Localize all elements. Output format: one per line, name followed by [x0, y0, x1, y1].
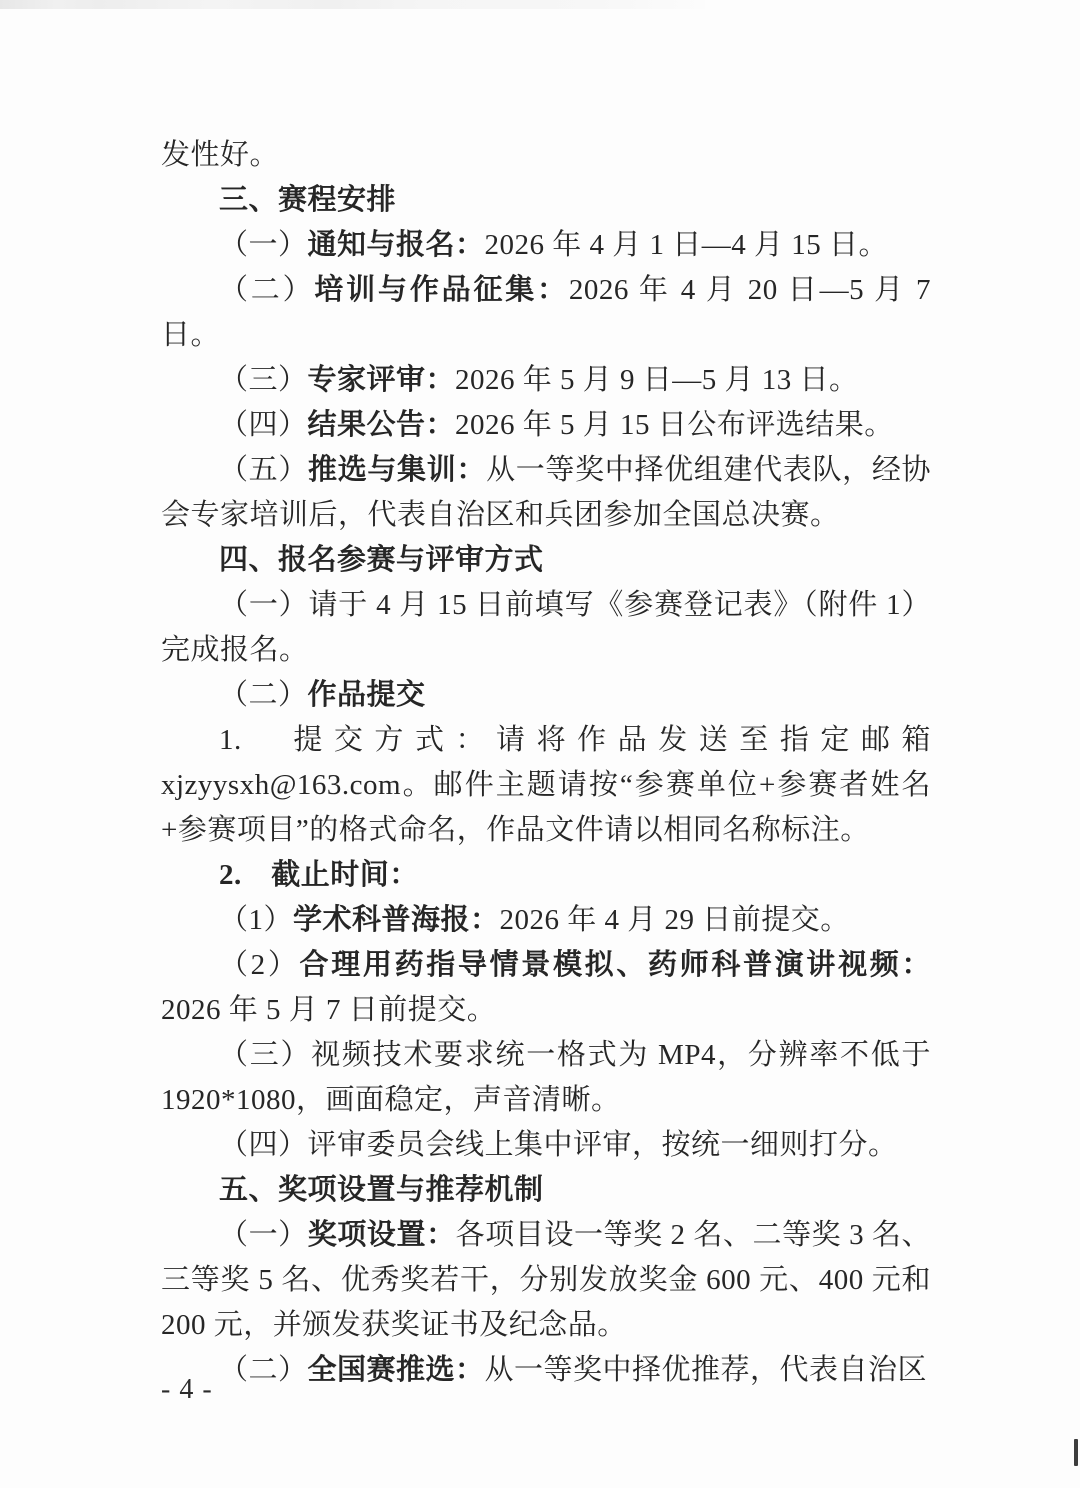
paragraph [161, 1123, 931, 1168]
section-heading [161, 178, 931, 223]
paragraph-run-bold: 结果公告： [307, 409, 456, 441]
paragraph-run-bold: 学术科普海报： [293, 904, 500, 936]
paragraph-run-bold: 培训与作品征集： [314, 274, 569, 306]
paragraph-run-bold: 通知与报名： [307, 229, 485, 261]
paragraph-run: （三） [219, 364, 308, 396]
paragraph-run: （一） [219, 1219, 308, 1251]
paragraph [161, 898, 931, 943]
paragraph-run: 2026 年 5 月 15 日公布评选结果。 [455, 409, 894, 441]
paragraph-run: 1. 提交方式：请将作品发送至指定邮箱xjzyysxh@163.com。邮件主题请按“参赛单位+参赛者姓名+参赛项目”的格式命名，作品文件请以相同名称标注。 [161, 724, 931, 846]
section-heading [161, 538, 931, 583]
paragraph [161, 268, 931, 358]
paragraph-run-bold: 专家评审： [307, 364, 456, 396]
scan-artifact-top-band [0, 0, 705, 9]
paragraph-run: （二） [219, 274, 315, 306]
paragraph [161, 718, 931, 853]
paragraph [161, 448, 931, 538]
paragraph-run-bold: 四、报名参赛与评审方式 [219, 544, 544, 576]
paragraph-run: 各项目设一等奖 2 名、二等奖 3 名、三等奖 5 名、优秀奖若干，分别发放奖金 600 元、400 元和 200 元，并颁发获奖证书及纪念品。 [161, 1219, 931, 1341]
paragraph [161, 853, 931, 898]
paragraph-run: 从一等奖中择优推荐，代表自治区 [484, 1354, 928, 1386]
paragraph [161, 1033, 931, 1123]
paragraph [161, 133, 931, 178]
paragraph-run-bold: 全国赛推选： [307, 1354, 485, 1386]
paragraph-run: （三）视频技术要求统一格式为 MP4，分辨率不低于 1920*1080，画面稳定，声音清晰。 [161, 1039, 931, 1116]
paragraph [161, 583, 931, 673]
paragraph-run: （二） [219, 1354, 308, 1386]
paragraph-run: 从一等奖中择优组建代表队，经协会专家培训后，代表自治区和兵团参加全国总决赛。 [161, 454, 931, 531]
paragraph-run-bold: 三、赛程安排 [219, 184, 397, 216]
paragraph-run: 2026 年 4 月 1 日—4 月 15 日。 [484, 229, 889, 261]
paragraph [161, 223, 931, 268]
paragraph-run: 2026 年 5 月 9 日—5 月 13 日。 [455, 364, 859, 396]
paragraph-run: （一）请于 4 月 15 日前填写《参赛登记表》（附件 1）完成报名。 [161, 589, 931, 666]
paragraph-run-bold: 推选与集训： [308, 454, 487, 486]
paragraph-run-bold: 作品提交 [307, 679, 426, 711]
paragraph-run: 发性好。 [161, 139, 280, 171]
paragraph-run: （1） [219, 904, 294, 936]
paragraph-run: （五） [219, 454, 309, 486]
scan-artifact-right-mark [1074, 1439, 1078, 1466]
document-body [161, 133, 931, 1393]
paragraph-run: （二） [219, 679, 308, 711]
paragraph-run: （四）评审委员会线上集中评审，按统一细则打分。 [219, 1129, 898, 1161]
paragraph-run: （一） [219, 229, 308, 261]
paragraph-run: （2） [219, 949, 300, 981]
paragraph [161, 943, 931, 1033]
page-number: - 4 - [161, 1374, 213, 1405]
paragraph-run-bold: 合理用药指导情景模拟、药师科普演讲视频： [299, 949, 931, 981]
paragraph-run-bold: 五、奖项设置与推荐机制 [219, 1174, 544, 1206]
paragraph-run-bold: 奖项设置： [307, 1219, 456, 1251]
paragraph-run: （四） [219, 409, 308, 441]
paragraph [161, 673, 931, 718]
paragraph-run: 2026 年 5 月 7 日前提交。 [161, 994, 497, 1026]
paragraph-run-bold: 2. 截止时间： [219, 859, 419, 891]
paragraph [161, 358, 931, 403]
paragraph-run: 2026 年 4 月 29 日前提交。 [499, 904, 850, 936]
paragraph [161, 403, 931, 448]
section-heading [161, 1168, 931, 1213]
paragraph [161, 1213, 931, 1348]
paragraph-run: 2026 年 4 月 20 日—5 月 7 日。 [161, 274, 931, 351]
paragraph [161, 1348, 931, 1393]
